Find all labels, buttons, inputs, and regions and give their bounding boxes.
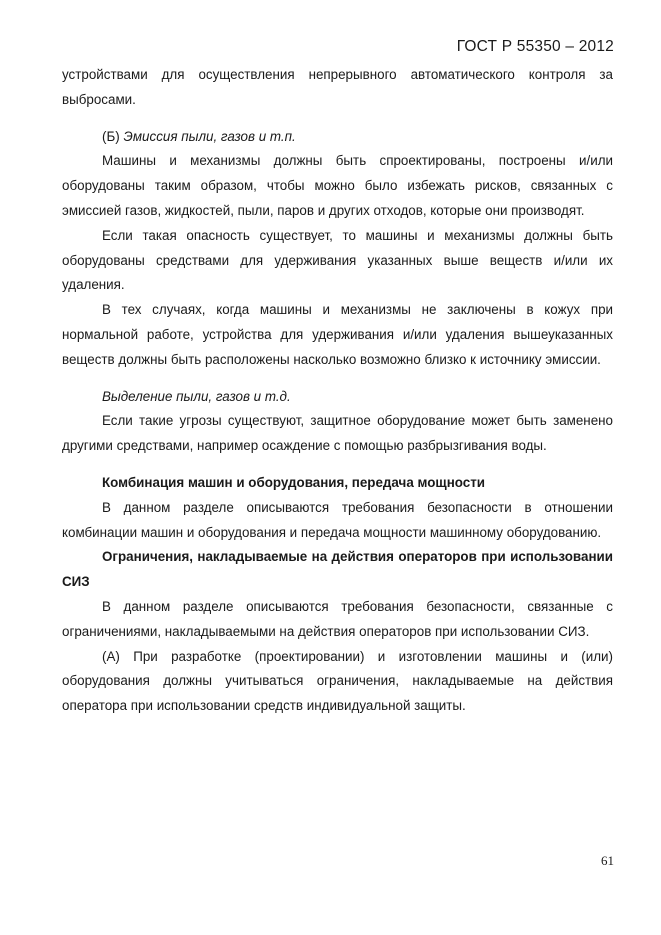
paragraph-design-ppe: (А) При разработке (проектировании) и изготовлении машины и (или) оборудования должны учитываться ограничения, накладываемые на действия оператора при использовании средств индивидуальной защиты. [62, 648, 613, 714]
section-heading-dust-release [62, 385, 613, 410]
document-body [62, 63, 613, 719]
paragraph-design-requirements: Машины и механизмы должны быть спроектированы, построены и/или оборудованы таким образом, чтобы можно было избежать рисков, связанных с эмиссией газов, жидкостей, пыли, паров и других отходов, которые они производят. [62, 153, 613, 218]
paragraph-enclosure: В тех случаях, когда машины и механизмы не заключены в кожух при нормальной работе, устройства для удерживания и/или удаления вышеуказанных веществ должны быть расположены насколько возможно близко к источнику эмиссии. [62, 302, 613, 367]
page-number: 61 [601, 853, 614, 868]
section-title: Эмиссия пыли, газов и т.п. [123, 128, 296, 144]
paragraph-hazard-equipment: Если такая опасность существует, то машины и механизмы должны быть оборудованы средствами для удерживания указанных выше веществ и/или их удаления. [62, 227, 613, 293]
section-heading-dust-emission [62, 125, 613, 150]
section-heading-ppe-restrictions: Ограничения, накладываемые на действия операторов при использовании СИЗ [62, 549, 613, 590]
paragraph-protective-equipment: Если такие угрозы существуют, защитное оборудование может быть заменено другими средствами, например осаждение с помощью разбрызгивания воды. [62, 413, 613, 454]
paragraph-ppe-requirements: В данном разделе описываются требования безопасности, связанные с ограничениями, накладываемыми на действия операторов при использовании СИЗ. [62, 598, 613, 639]
section-heading-machine-combination: Комбинация машин и оборудования, передача мощности [102, 474, 486, 490]
section-marker: (Б) [102, 128, 124, 144]
document-header: ГОСТ Р 55350 – 2012 [456, 38, 614, 55]
paragraph-combination: В данном разделе описываются требования безопасности в отношении комбинации машин и оборудования и передача мощности машинному оборудованию. [62, 499, 613, 540]
paragraph-emissions-control: устройствами для осуществления непрерывного автоматического контроля за выбросами. [62, 67, 613, 107]
section-title-dust-release: Выделение пыли, газов и т.д. [102, 388, 291, 404]
